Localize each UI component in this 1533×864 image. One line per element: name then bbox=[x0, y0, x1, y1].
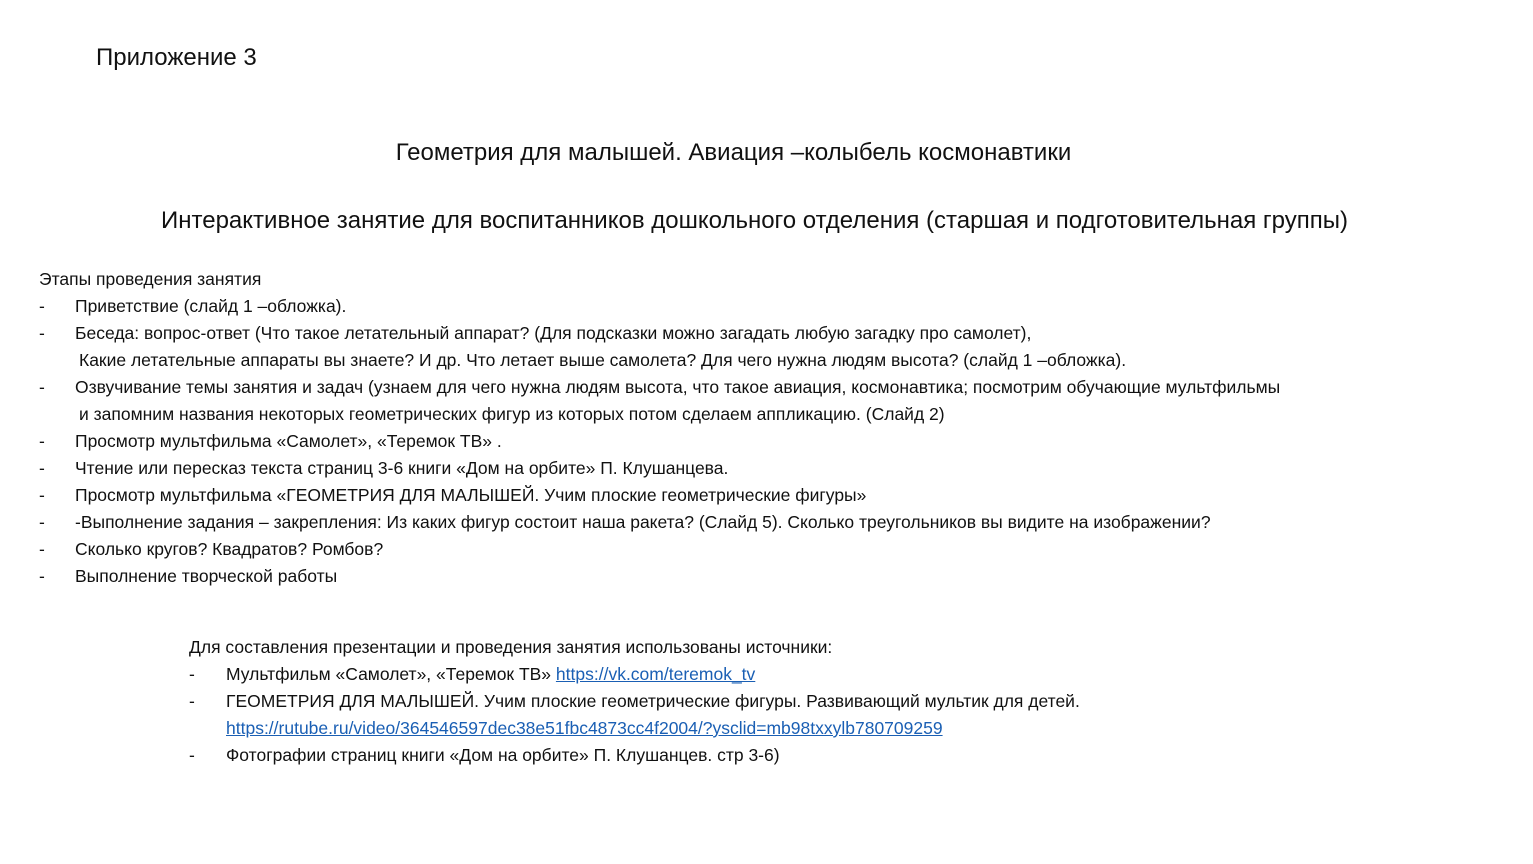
source-text: Фотографии страниц книги «Дом на орбите» П. Клушанцев. стр 3-6) bbox=[226, 745, 780, 765]
source-item bbox=[189, 742, 1389, 769]
bullet-dash: - bbox=[39, 539, 45, 559]
bullet-dash: - bbox=[189, 745, 195, 765]
source-link-vk[interactable]: https://vk.com/teremok_tv bbox=[555, 664, 756, 684]
list-item-text: Приветствие (слайд 1 –обложка). bbox=[75, 296, 347, 316]
list-item bbox=[39, 428, 1509, 455]
bullet-dash: - bbox=[39, 566, 45, 586]
list-item bbox=[39, 293, 1509, 320]
list-item-text: -Выполнение задания – закрепления: Из каких фигур состоит наша ракета? (Слайд 5). Сколько треугольников вы видите на изображении? bbox=[75, 512, 1211, 532]
list-item bbox=[39, 563, 1509, 590]
sources-list bbox=[189, 661, 1389, 769]
bullet-dash: - bbox=[39, 377, 45, 397]
bullet-dash: - bbox=[39, 431, 45, 451]
list-item bbox=[39, 482, 1509, 509]
list-item-text: Просмотр мультфильма «Самолет», «Теремок ТВ» . bbox=[75, 431, 502, 451]
source-item bbox=[189, 661, 1389, 688]
source-item bbox=[189, 688, 1389, 742]
stages-list bbox=[39, 293, 1509, 590]
sources-heading: Для составления презентации и проведения занятия использованы источники: bbox=[189, 637, 833, 657]
bullet-dash: - bbox=[39, 458, 45, 478]
list-item bbox=[39, 536, 1509, 563]
list-item-text: Чтение или пересказ текста страниц 3-6 книги «Дом на орбите» П. Клушанцева. bbox=[75, 458, 729, 478]
list-item bbox=[39, 374, 1509, 428]
bullet-dash: - bbox=[189, 664, 195, 684]
stages-section bbox=[39, 266, 1509, 590]
source-text: ГЕОМЕТРИЯ ДЛЯ МАЛЫШЕЙ. Учим плоские геометрические фигуры. Развивающий мультик для детей. bbox=[226, 691, 1080, 711]
list-item-text: Просмотр мультфильма «ГЕОМЕТРИЯ ДЛЯ МАЛЫШЕЙ. Учим плоские геометрические фигуры» bbox=[75, 485, 867, 505]
sources-section bbox=[189, 634, 1389, 769]
list-item-text: Беседа: вопрос-ответ (Что такое летательный аппарат? (Для подсказки можно загадать любую загадку про самолет), bbox=[75, 323, 1032, 343]
bullet-dash: - bbox=[39, 512, 45, 532]
bullet-dash: - bbox=[39, 296, 45, 316]
list-item-text: Сколько кругов? Квадратов? Ромбов? bbox=[75, 539, 384, 559]
stages-heading: Этапы проведения занятия bbox=[39, 269, 262, 289]
list-item-text: Озвучивание темы занятия и задач (узнаем для чего нужна людям высота, что такое авиация, космонавтика; посмотрим обучающие мультфильмы bbox=[75, 377, 1281, 397]
bullet-dash: - bbox=[189, 691, 195, 711]
appendix-label: Приложение 3 bbox=[96, 44, 257, 71]
list-item-text: Выполнение творческой работы bbox=[75, 566, 338, 586]
page-subtitle: Интерактивное занятие для воспитанников дошкольного отделения (старшая и подготовительная группы) bbox=[161, 207, 1348, 234]
page-title: Геометрия для малышей. Авиация –колыбель космонавтики bbox=[395, 139, 1072, 166]
list-item-continuation: и запомним названия некоторых геометрических фигур из которых потом сделаем аппликацию. (Слайд 2) bbox=[79, 404, 945, 424]
list-item bbox=[39, 509, 1509, 536]
list-item-continuation: Какие летательные аппараты вы знаете? И др. Что летает выше самолета? Для чего нужна людям высота? (слайд 1 –обложка). bbox=[79, 350, 1127, 370]
bullet-dash: - bbox=[39, 485, 45, 505]
source-link-rutube[interactable]: https://rutube.ru/video/364546597dec38e51fbc4873cc4f2004/?ysclid=mb98txxylb780709259 bbox=[226, 718, 943, 738]
list-item bbox=[39, 455, 1509, 482]
bullet-dash: - bbox=[39, 323, 45, 343]
list-item bbox=[39, 320, 1509, 374]
source-text: Мультфильм «Самолет», «Теремок ТВ» bbox=[226, 664, 552, 684]
